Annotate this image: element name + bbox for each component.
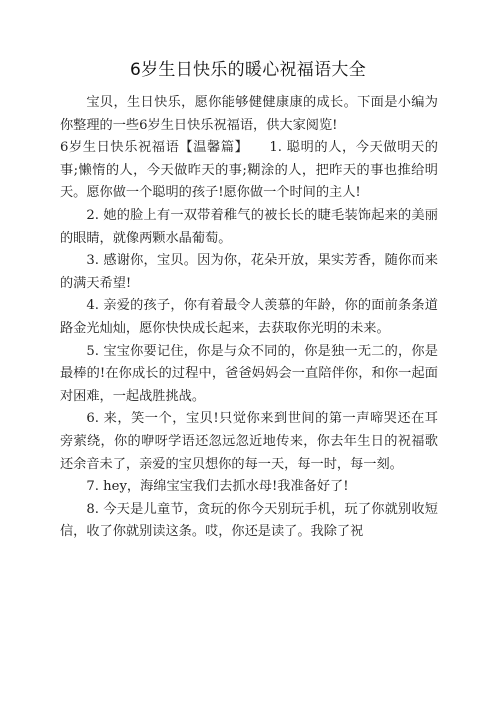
- wish-paragraph-8: 8. 今天是儿童节，贪玩的你今天别玩手机，玩了你就别收短信，收了你就别读这条。哎，你还是读了。我除了祝: [60, 501, 438, 540]
- wish-paragraph-3: 3. 感谢你，宝贝。因为你，花朵开放，果实芳香，随你而来的满天希望!: [60, 253, 438, 291]
- wish-paragraph-2: 2. 她的脸上有一双带着稚气的被长长的睫毛装饰起来的美丽的眼睛，就像两颗水晶葡萄。: [60, 207, 438, 246]
- wish-paragraph-5: 5. 宝宝你要记住，你是与众不同的，你是独一无二的，你是最棒的!在你成长的过程中，爸爸妈妈会一直陪伴你，和你一起面对困难，一起战胜挑战。: [60, 343, 438, 404]
- article-body: [60, 92, 438, 544]
- section-heading-paragraph: 6岁生日快乐祝福语【温馨篇】 1. 聪明的人，今天做明天的事;懒惰的人，今天做昨天的事;糊涂的人，把昨天的事也推给明天。愿你做一个聪明的孩子!愿你做一个时间的主人!: [60, 140, 438, 201]
- wish-paragraph-6: 6. 来，笑一个，宝贝!只觉你来到世间的第一声啼哭还在耳旁萦绕，你的咿呀学语还忽远忽近地传来，你去年生日的祝福歌还余音未了，亲爱的宝贝想你的每一天，每一时，每一刻。: [60, 411, 438, 472]
- page-title: 6岁生日快乐的暖心祝福语大全: [129, 60, 366, 80]
- wish-paragraph-7: 7. hey，海绵宝宝我们去抓水母!我准备好了!: [86, 479, 349, 495]
- intro-paragraph: 宝贝，生日快乐，愿你能够健健康康的成长。下面是小编为你整理的一些6岁生日快乐祝福语，供大家阅览!: [60, 95, 438, 133]
- wish-paragraph-4: 4. 亲爱的孩子，你有着最令人羡慕的年龄，你的面前条条道路金光灿灿，愿你快快成长起来，去获取你光明的未来。: [60, 298, 438, 336]
